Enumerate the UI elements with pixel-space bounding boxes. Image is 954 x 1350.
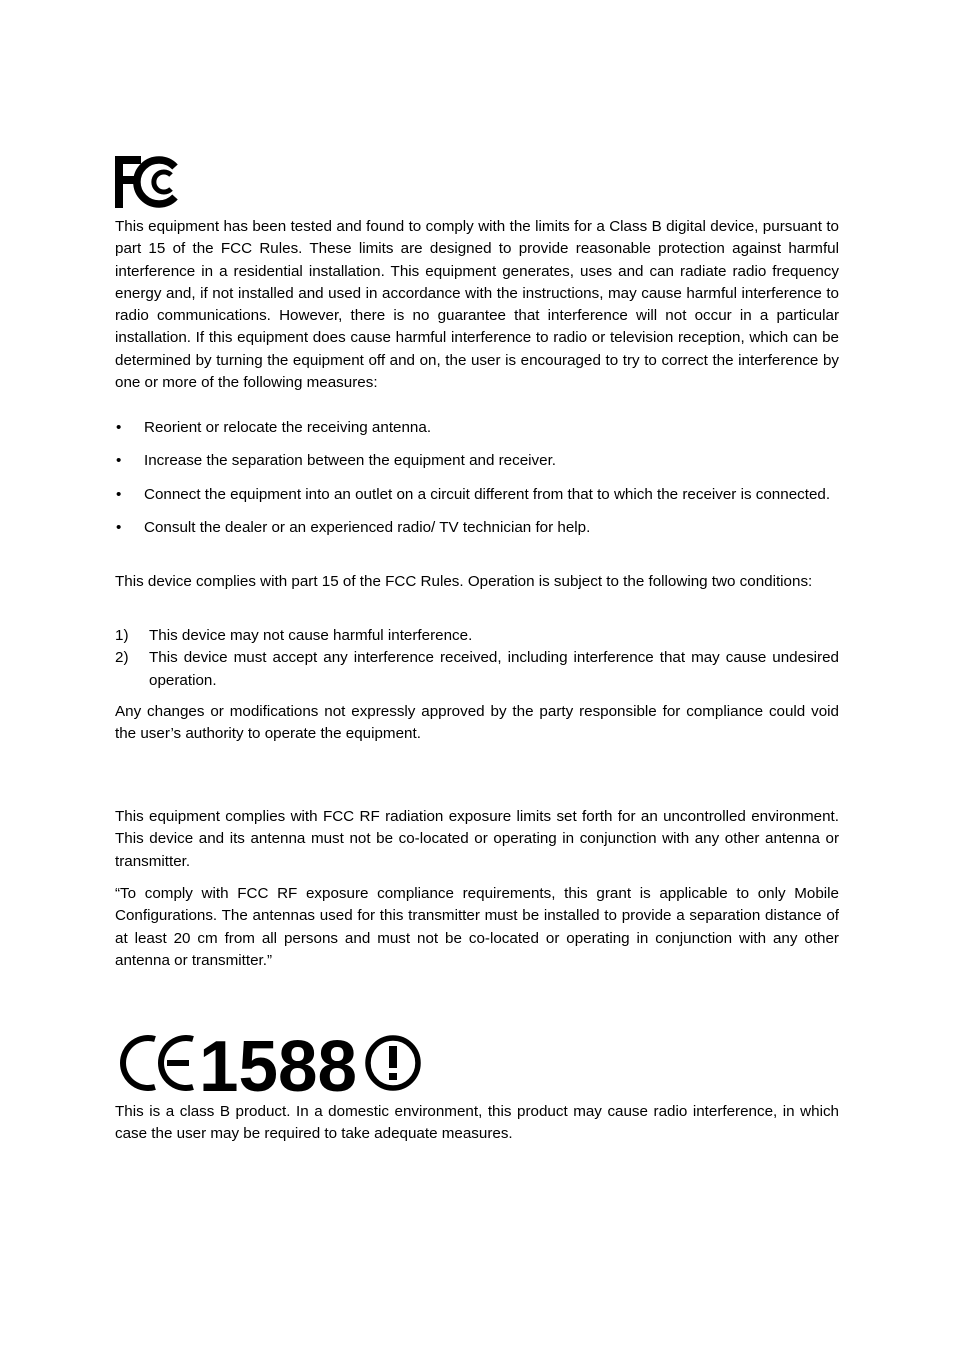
measure-text: Connect the equipment into an outlet on a circuit different from that to which the receiver is connected.	[144, 485, 831, 503]
condition-text: This device may not cause harmful interference.	[149, 627, 473, 644]
bullet-icon: •	[116, 452, 122, 470]
measures-list	[115, 417, 839, 539]
list-item	[115, 625, 839, 647]
bullet-icon: •	[116, 518, 122, 536]
bullet-icon: •	[116, 419, 122, 436]
ce-notified-body-number: 1588	[199, 1030, 357, 1096]
condition-number: 1)	[115, 627, 129, 644]
compliance-intro-paragraph: This device complies with part 15 of the FCC Rules. Operation is subject to the following two conditions:	[115, 573, 813, 590]
measure-text: Consult the dealer or an experienced radio/ TV technician for help.	[144, 518, 591, 536]
condition-number: 2)	[115, 649, 129, 667]
measure-text: Increase the separation between the equipment and receiver.	[144, 452, 557, 470]
measure-text: Reorient or relocate the receiving antenna.	[144, 419, 432, 436]
list-item	[115, 647, 839, 692]
rf-exposure-paragraph: This equipment complies with FCC RF radiation exposure limits set forth for an uncontrolled environment. This device and its antenna must not be co-located or operating in conjunction with any other antenna or transmitter.	[115, 808, 839, 870]
ce-1588-logo	[113, 1030, 423, 1096]
list-item	[115, 417, 839, 439]
condition-text: This device must accept any interference received, including interference that may cause undesired operation.	[149, 649, 839, 689]
fcc-intro-paragraph: This equipment has been tested and found to comply with the limits for a Class B digital device, pursuant to part 15 of the FCC Rules. These limits are designed to provide reasonable protection against harmful interference in a residential installation. This equipment generates, uses and can radiate radio frequency energy and, if not installed and used in accordance with the instructions, may cause harmful interference to radio communications. However, there is no guarantee that interference will not occur in a particular installation. If this equipment does cause harmful interference to radio or television reception, which can be determined by turning the equipment off and on, the user is encouraged to try to correct the interference by one or more of the following measures:	[115, 218, 839, 392]
conditions-list	[115, 625, 839, 692]
list-item	[115, 517, 839, 539]
bullet-icon: •	[116, 485, 122, 503]
modifications-paragraph: Any changes or modifications not expressly approved by the party responsible for compliance could void the user’s authority to operate the equipment.	[115, 703, 839, 743]
fcc-logo	[115, 156, 183, 208]
class-b-paragraph: This is a class B product. In a domestic environment, this product may cause radio interference, in which case the user may be required to take adequate measures.	[115, 1103, 839, 1143]
list-item	[115, 484, 839, 506]
mobile-config-paragraph: “To comply with FCC RF exposure compliance requirements, this grant is applicable to only Mobile Configurations. The antennas used for this transmitter must be installed to provide a separation distance of at least 20 cm from all persons and must not be co-located or operating in conjunction with any other antenna or transmitter.”	[115, 885, 839, 969]
list-item	[115, 450, 839, 472]
